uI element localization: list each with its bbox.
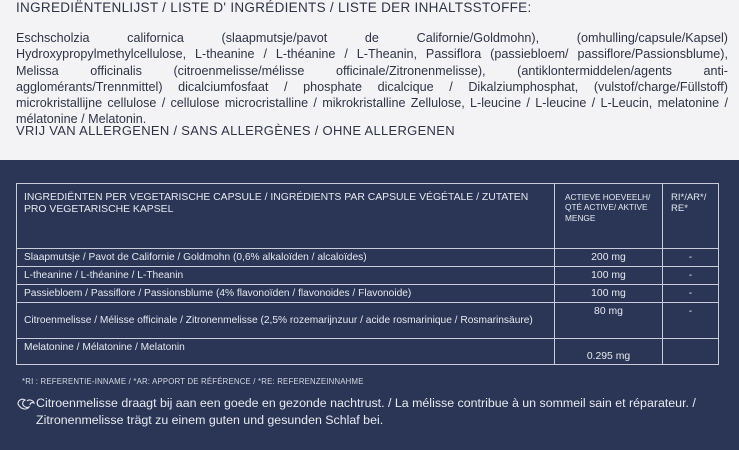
table-row [17, 339, 719, 365]
row-ri [663, 339, 719, 365]
ingredients-title: INGREDIËNTENLIJST / LISTE D' INGRÉDIENTS / LISTE DER INHALTSSTOFFE: [16, 0, 532, 15]
allergen-note: VRIJ VAN ALLERGENEN / SANS ALLERGÈNES / OHNE ALLERGENEN [16, 123, 455, 138]
nutrition-section [0, 160, 739, 450]
row-name: L-theanine / L-théanine / L-Theanin [17, 267, 555, 285]
row-ri: - [663, 267, 719, 285]
row-ri: - [663, 285, 719, 303]
moon-icon [16, 397, 36, 411]
table-row [17, 267, 719, 285]
ingredients-list: Eschscholzia californica (slaapmutsje/pavot de Californie/Goldmohn), (omhulling/capsule/Kapsel) Hydroxypropylmethylcellulose, L-theanine / L-théanine / L-Theanin, Passiflora (passiebloem/ passiflore/Passionsblume), Melissa officinalis (citroenmelisse/mélisse officinale/Zitronenmelisse), (antiklontermiddelen/agents anti-agglomérants/Trennmittel) dicalciumfosfaat / phosphate dicalcique / Dikalziumphosphat, (vulstof/charge/Füllstoff) microkristallijne cellulose / cellulose microcristalline / mikrokristalline Zellulose, L-leucine / L-leucine / L-Leucin, melatonine / mélatonine / Melatonin. [16, 31, 728, 127]
table-row [17, 303, 719, 339]
table-header-row [17, 184, 719, 249]
row-ri: - [663, 303, 719, 339]
nutrition-table [16, 183, 719, 365]
header-ri: RI*/AR*/ RE* [663, 184, 719, 249]
row-ri: - [663, 249, 719, 267]
row-name: Slaapmutsje / Pavot de Californie / Goldmohn (0,6% alkaloïden / alcaloïdes) [17, 249, 555, 267]
row-amount: 100 mg [555, 267, 663, 285]
row-name: Passiebloem / Passiflore / Passionsblume (4% flavonoïden / flavonoides / Flavonoide) [17, 285, 555, 303]
table-row [17, 249, 719, 267]
header-amount: ACTIEVE HOEVEELH/ QTÉ ACTIVE/ AKTIVE MENGE [555, 184, 663, 249]
health-claim: Citroenmelisse draagt bij aan een goede en gezonde nachtrust. / La mélisse contribue à un sommeil sain et réparateur. / Zitronenmelisse trägt zu einem guten und gesunden Schlaf bei. [36, 396, 696, 427]
ingredients-section [0, 0, 739, 160]
row-amount: 80 mg [555, 303, 663, 339]
footnote: *RI : REFERENTIE-INNAME / *AR: APPORT DE RÉFÉRENCE / *RE: REFERENZEINNAHME [22, 377, 364, 386]
row-name: Citroenmelisse / Mélisse officinale / Zitronenmelisse (2,5% rozemarijnzuur / acide rosmarinique / Rosmarinsäure) [17, 303, 555, 339]
row-amount: 100 mg [555, 285, 663, 303]
header-ingredients: INGREDIËNTEN PER VEGETARISCHE CAPSULE / INGRÉDIENTS PAR CAPSULE VÉGÉTALE / ZUTATEN PRO VEGETARISCHE KAPSEL [17, 184, 555, 249]
row-amount: 200 mg [555, 249, 663, 267]
row-name: Melatonine / Mélatonine / Melatonin [17, 339, 555, 365]
table-row [17, 285, 719, 303]
row-amount: 0.295 mg [555, 339, 663, 365]
